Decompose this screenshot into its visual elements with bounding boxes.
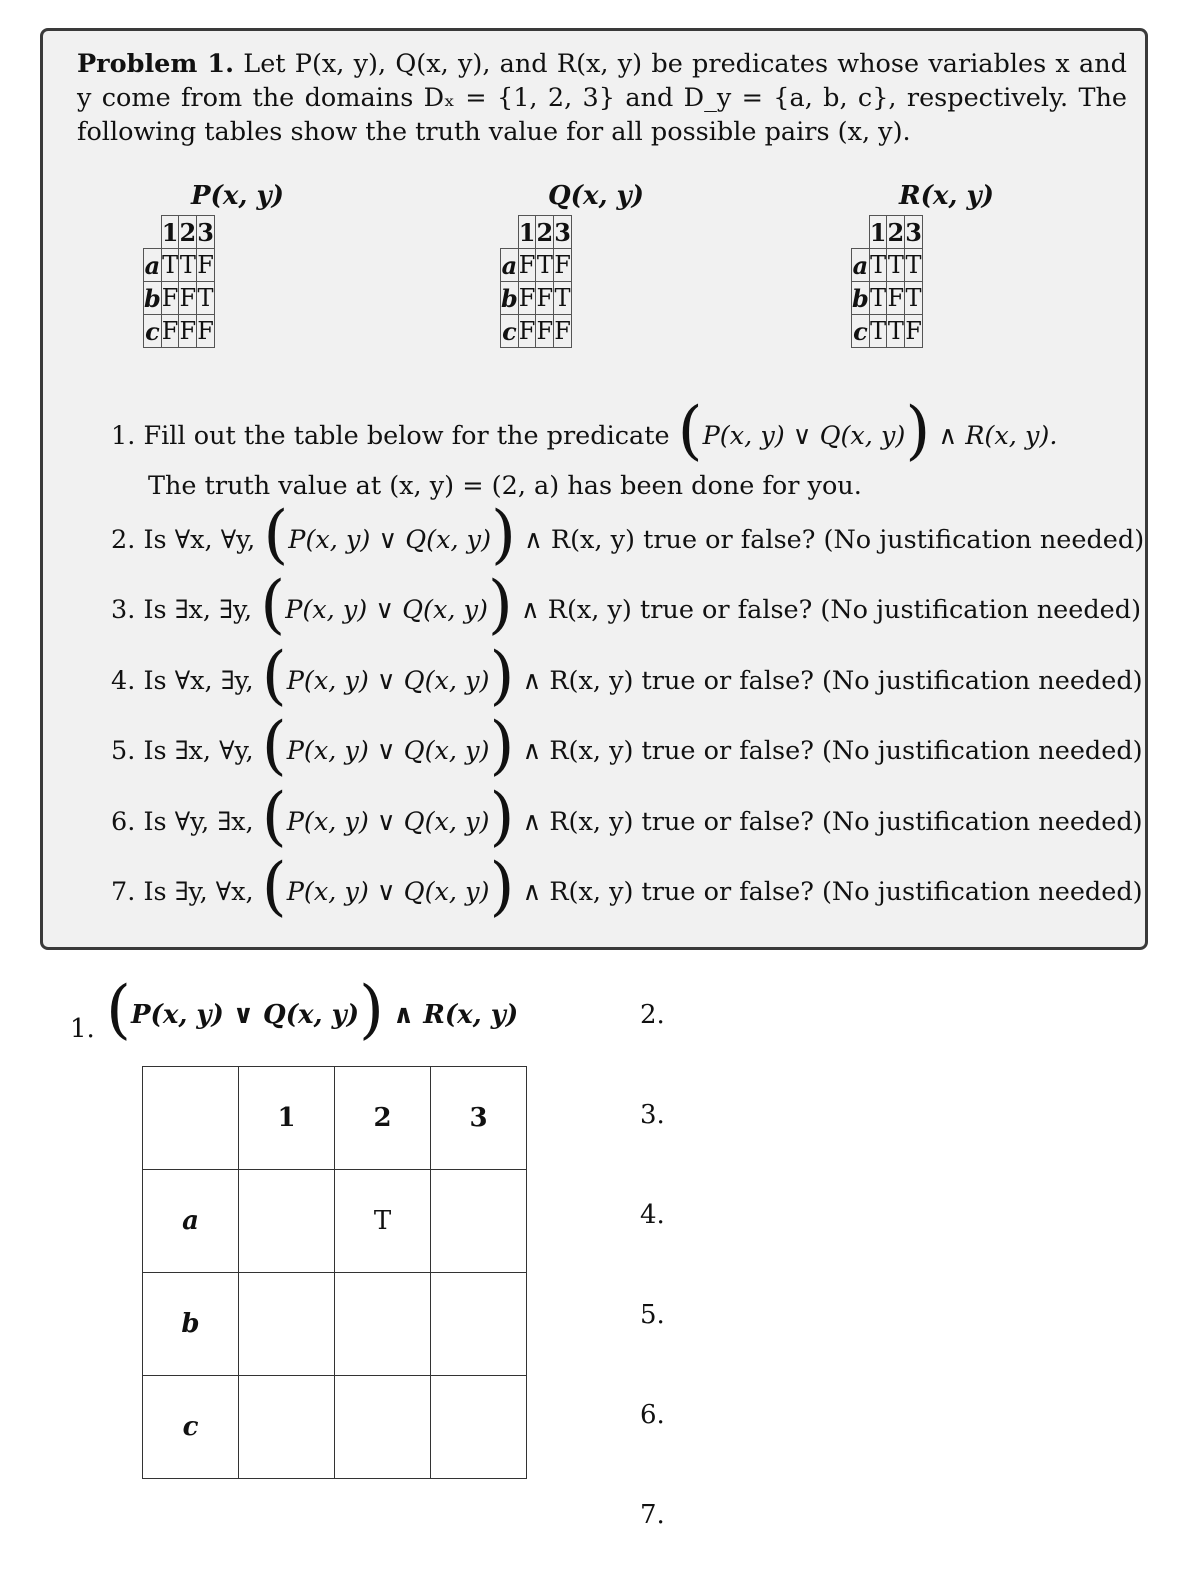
- question-3: [111, 568, 1142, 642]
- truth-cell: T: [887, 249, 905, 282]
- col-header: 3: [905, 217, 922, 247]
- col-header: 2: [536, 217, 554, 247]
- question-suffix: ∧ R(x, y) true or false? (No justification needed): [522, 666, 1143, 696]
- q-table-title: Q(x, y): [548, 181, 644, 211]
- question-prefix: Is ∃y, ∀x,: [143, 877, 254, 907]
- right-paren: ): [491, 498, 516, 572]
- truth-cell: T: [869, 249, 887, 282]
- row-header: b: [501, 283, 518, 313]
- row-header: c: [502, 316, 517, 346]
- row-header: c: [853, 316, 868, 346]
- truth-cell: T: [905, 249, 923, 282]
- answer-expression: P(x, y) ∨ Q(x, y): [130, 1000, 360, 1030]
- answer-cell[interactable]: [239, 1376, 335, 1479]
- right-paren: ): [489, 780, 515, 854]
- truth-cell: T: [869, 315, 887, 348]
- row-header: b: [852, 283, 869, 313]
- question-5: [111, 709, 1143, 783]
- answer-row-header: a: [143, 1170, 239, 1273]
- left-paren: (: [261, 709, 287, 783]
- answer-cell[interactable]: [431, 1376, 527, 1479]
- truth-cell: T: [536, 249, 554, 282]
- truth-cell: F: [179, 282, 197, 315]
- truth-cell: F: [161, 282, 179, 315]
- question-expression: P(x, y) ∨ Q(x, y): [286, 877, 490, 907]
- question-prefix: Fill out the table below for the predicate: [143, 421, 670, 451]
- question-suffix: ∧ R(x, y) true or false? (No justification needed): [524, 525, 1145, 555]
- question-suffix: ∧ R(x, y) true or false? (No justification needed): [522, 877, 1143, 907]
- r-truth-table: [851, 215, 923, 348]
- truth-cell: F: [905, 315, 923, 348]
- right-paren: ): [489, 639, 515, 713]
- question-prefix: Is ∃x, ∃y,: [143, 595, 253, 625]
- question-prefix: Is ∀y, ∃x,: [143, 807, 254, 837]
- answer-cell[interactable]: [239, 1170, 335, 1273]
- answer-number: 6.: [640, 1400, 665, 1430]
- truth-cell: F: [518, 315, 536, 348]
- answer-cell[interactable]: [239, 1273, 335, 1376]
- answer-cell[interactable]: [431, 1273, 527, 1376]
- question-prefix: Is ∀x, ∃y,: [143, 666, 254, 696]
- left-paren: (: [261, 850, 287, 924]
- table-corner: [852, 216, 870, 249]
- col-header: 3: [197, 217, 214, 247]
- truth-cell: T: [179, 249, 197, 282]
- truth-cell: T: [905, 282, 923, 315]
- question-number: 4.: [111, 666, 136, 696]
- problem-intro-text: Let P(x, y), Q(x, y), and R(x, y) be predicates whose variables x and y come from the domains Dₓ = {1, 2, 3} and D_y = {a, b, c}, respectively. The following tables show the truth value for all possible pairs (x, y).: [77, 49, 1127, 147]
- truth-cell: F: [554, 249, 572, 282]
- left-paren: (: [677, 394, 703, 468]
- left-paren: (: [260, 568, 286, 642]
- question-number: 6.: [111, 807, 136, 837]
- question-7: [111, 850, 1143, 924]
- col-header: 1: [161, 217, 179, 247]
- answer-row-header: b: [143, 1273, 239, 1376]
- question-number: 2.: [111, 525, 136, 555]
- question-expression: P(x, y) ∨ Q(x, y): [286, 807, 490, 837]
- r-table-title: R(x, y): [899, 181, 994, 211]
- right-paren: ): [487, 568, 513, 642]
- p-table-title: P(x, y): [191, 181, 284, 211]
- answer-table-number: 1.: [70, 1014, 95, 1044]
- table-corner: [144, 216, 162, 249]
- truth-cell: F: [179, 315, 197, 348]
- truth-cell: T: [887, 315, 905, 348]
- question-2: [111, 498, 1145, 572]
- right-paren: ): [359, 973, 384, 1047]
- answer-corner: [143, 1067, 239, 1170]
- col-header: 1: [518, 217, 536, 247]
- q-truth-table: [500, 215, 572, 348]
- question-number: 5.: [111, 736, 136, 766]
- right-paren: ): [905, 394, 931, 468]
- answer-number: 5.: [640, 1300, 665, 1330]
- row-header: a: [852, 250, 869, 280]
- question-expression: P(x, y) ∨ Q(x, y): [286, 736, 490, 766]
- answer-number: 2.: [640, 1000, 665, 1030]
- problem-label: Problem 1.: [77, 49, 234, 79]
- question-suffix: ∧ R(x, y) true or false? (No justification needed): [522, 736, 1143, 766]
- answer-col-header: 3: [431, 1067, 527, 1170]
- problem-intro: [77, 47, 1127, 149]
- answer-row-header: c: [143, 1376, 239, 1479]
- p-truth-table: [143, 215, 215, 348]
- answer-cell[interactable]: [335, 1376, 431, 1479]
- question-prefix: Is ∀x, ∀y,: [143, 525, 256, 555]
- col-header: 1: [869, 217, 887, 247]
- question-suffix: ∧ R(x, y) true or false? (No justification needed): [521, 595, 1142, 625]
- question-1: [111, 394, 1058, 468]
- answer-number: 3.: [640, 1100, 665, 1130]
- answer-cell[interactable]: [335, 1273, 431, 1376]
- col-header: 3: [554, 217, 571, 247]
- answer-col-header: 1: [239, 1067, 335, 1170]
- question-number: 1.: [111, 421, 136, 451]
- answer-col-header: 2: [335, 1067, 431, 1170]
- row-header: c: [145, 316, 160, 346]
- question-suffix: ∧ R(x, y) true or false? (No justification needed): [522, 807, 1143, 837]
- right-paren: ): [489, 709, 515, 783]
- truth-cell: T: [161, 249, 179, 282]
- answer-table: [142, 1066, 527, 1479]
- question-number: 7.: [111, 877, 136, 907]
- row-header: a: [144, 250, 161, 280]
- question-number: 3.: [111, 595, 136, 625]
- left-paren: (: [106, 973, 131, 1047]
- col-header: 2: [179, 217, 197, 247]
- answer-cell[interactable]: T: [335, 1170, 431, 1273]
- answer-number: 4.: [640, 1200, 665, 1230]
- answer-number: 7.: [640, 1500, 665, 1530]
- truth-cell: F: [197, 249, 215, 282]
- question-6: [111, 780, 1143, 854]
- row-header: b: [144, 283, 161, 313]
- col-header: 2: [887, 217, 905, 247]
- truth-cell: F: [887, 282, 905, 315]
- row-header: a: [501, 250, 518, 280]
- truth-cell: T: [197, 282, 215, 315]
- question-expression: P(x, y) ∨ Q(x, y): [286, 666, 490, 696]
- truth-cell: F: [536, 315, 554, 348]
- question-4: [111, 639, 1143, 713]
- truth-cell: F: [518, 282, 536, 315]
- answer-cell[interactable]: [431, 1170, 527, 1273]
- truth-cell: T: [554, 282, 572, 315]
- problem-box: [40, 28, 1148, 950]
- question-expression: P(x, y) ∨ Q(x, y): [285, 595, 488, 625]
- question-prefix: Is ∃x, ∀y,: [143, 736, 254, 766]
- question-expression: P(x, y) ∨ Q(x, y): [702, 421, 906, 451]
- truth-cell: F: [161, 315, 179, 348]
- truth-cell: F: [536, 282, 554, 315]
- question-expression: P(x, y) ∨ Q(x, y): [288, 525, 492, 555]
- answer-table-title: [106, 973, 519, 1047]
- left-paren: (: [263, 498, 289, 572]
- truth-cell: T: [869, 282, 887, 315]
- left-paren: (: [261, 639, 287, 713]
- truth-cell: F: [197, 315, 215, 348]
- question-suffix: ∧ R(x, y).: [938, 421, 1058, 451]
- truth-cell: F: [554, 315, 572, 348]
- answer-suffix: ∧ R(x, y): [393, 1000, 519, 1030]
- right-paren: ): [489, 850, 515, 924]
- question-line2: The truth value at (x, y) = (2, a) has been done for you.: [148, 471, 862, 501]
- table-corner: [501, 216, 519, 249]
- question-1-line2: [148, 471, 862, 501]
- truth-cell: F: [518, 249, 536, 282]
- left-paren: (: [261, 780, 287, 854]
